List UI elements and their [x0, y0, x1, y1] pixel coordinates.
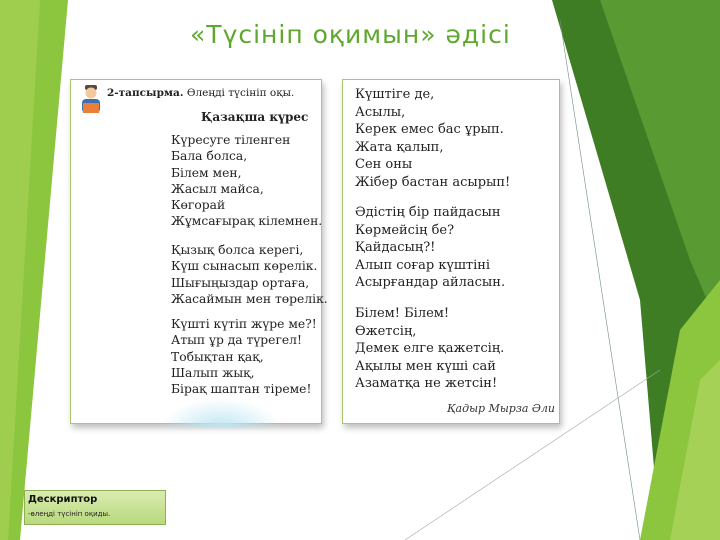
descriptor-text: -өлеңді түсініп оқиды. — [28, 510, 111, 518]
stanza-5: Әдістің бір пайдасын Көрмейсің бе? Қайдасың?! Алып соғар күштіні Асырғандар айласын. — [355, 205, 506, 290]
stanza-6: Білем! Білем! Өжетсің, Демек елге қажетсің. Ақылы мен күші сай Азаматқа не жетсін! — [355, 306, 505, 391]
slide-title: «Түсініп оқимын» әдісі — [190, 20, 511, 49]
stanza-1: Күресуге тіленген Бала болса, Білем мен, Жасыл майса, Көгорай Жұмсағырақ кілемнен. — [171, 133, 323, 229]
poem-card-left — [70, 79, 328, 424]
descriptor-heading: Дескриптор — [28, 494, 98, 505]
stanza-4: Күштіге де, Асылы, Керек емес бас ұрып. Жата қалып, Сен оны Жібер бастан асырып! — [355, 87, 511, 190]
stanza-2: Қызық болса керегі, Күш сынасып көрелік. Шығыңыздар ортаға, Жасаймын мен төрелік. — [171, 243, 328, 306]
stanza-3: Күшті күтіп жүре ме?! Атып ұр да түрегел! Тобықтан қақ, Шалып жық, Бірақ шаптан тіреме! — [171, 317, 317, 397]
poem-author: Қадыр Мырза Әли — [447, 402, 555, 415]
poem-title: Қазақша күрес — [201, 110, 309, 124]
decorative-glow — [161, 398, 281, 428]
poem-card-right — [342, 79, 560, 424]
descriptor-box — [24, 490, 166, 525]
task-instruction: 2-тапсырма. Өлеңді түсініп оқы. — [107, 87, 295, 99]
student-avatar-icon — [79, 84, 103, 114]
